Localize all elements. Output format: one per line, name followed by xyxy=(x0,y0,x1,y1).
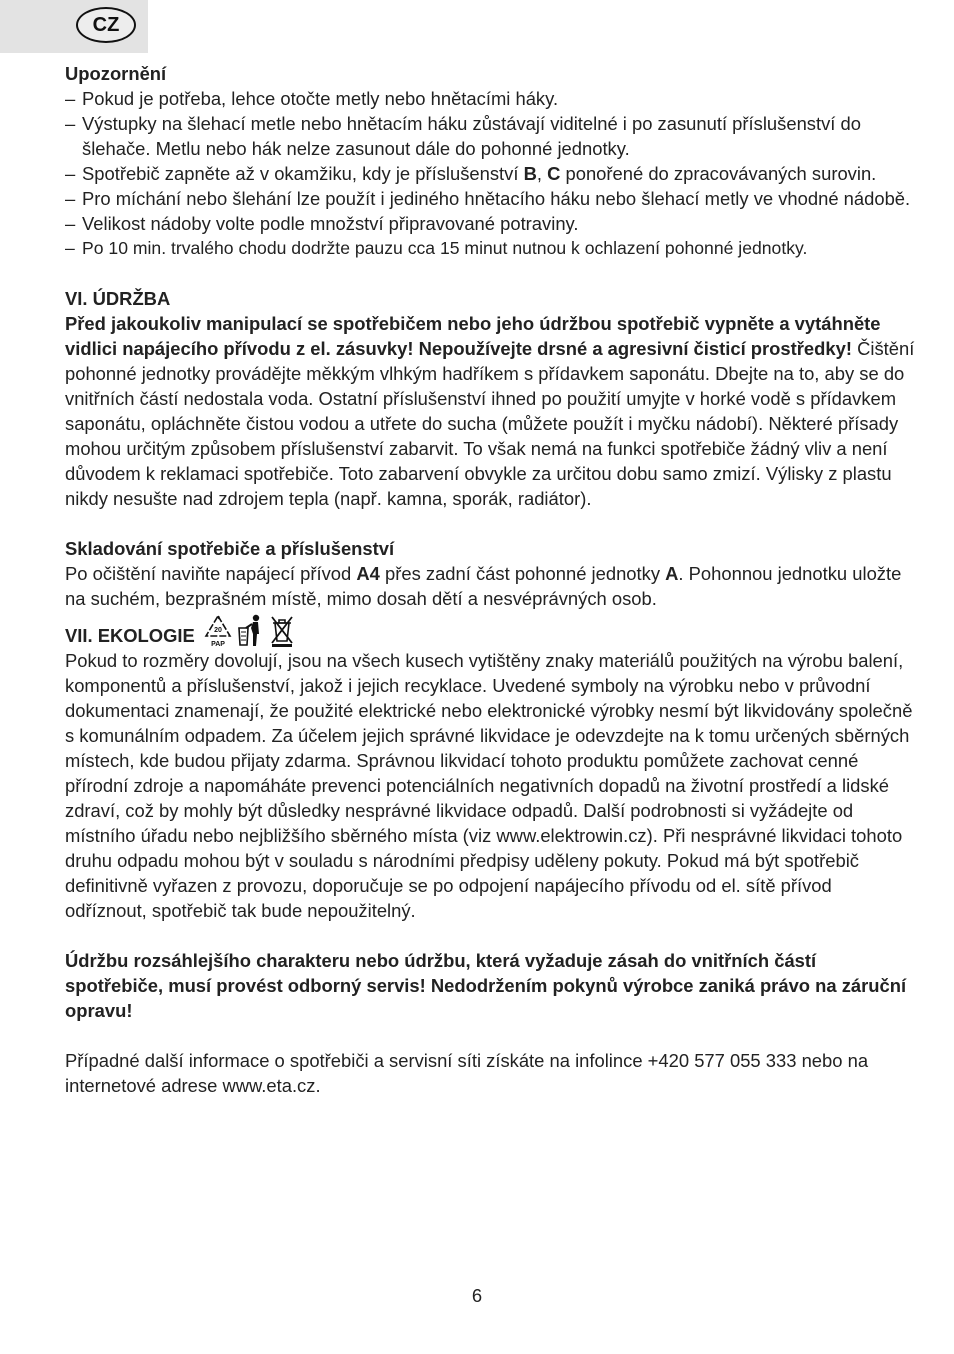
maintenance-text: Čištění pohonné jednotky provádějte měkkým vlhkým hadříkem s přídavkem saponátu. Dbejte na to, aby se do vnitřních částí nedostala voda. Ostatní příslušenství ihned po použití umyjte v horké vodě s přídavkem saponátu, opláchněte čistou vodou a utřete do sucha (můžete použít i myčku nádobí). Některé přísady mohou určitým způsobem příslušenství zabarvit. To však nemá na funkci spotřebiče žádný vliv a není důvodem k reklamaci spotřebiče. Toto zabarvení obvykle za určitou dobu samo zmizí. Výlisky z plastu nikdy nesušte nad zdrojem tepla (např. kamna, sporák, radiátor). xyxy=(65,338,915,509)
list-item: – Po 10 min. trvalého chodu dodržte pauzu cca 15 minut nutnou k ochlazení pohonné jednotky. xyxy=(65,236,915,261)
warning-list xyxy=(65,86,915,261)
text: Spotřebič zapněte až v okamžiku, kdy je příslušenství xyxy=(82,163,524,184)
info-paragraph: Případné další informace o spotřebiči a servisní síti získáte na infolince +420 577 055 333 nebo na internetové adrese www.eta.cz. xyxy=(65,1050,869,1096)
list-item: – Pokud je potřeba, lehce otočte metly nebo hnětacími háky. xyxy=(65,86,915,111)
list-item: – Pro míchání nebo šlehání lze použít i jediného hnětacího háku nebo šlehací metly ve vhodné nádobě. xyxy=(65,186,915,211)
page-number: 6 xyxy=(471,1285,483,1306)
recycle-code: 20 xyxy=(213,627,222,634)
maintenance-title: VI. ÚDRŽBA xyxy=(65,288,171,309)
text: Po očištění naviňte napájecí přívod xyxy=(65,563,357,584)
ecology-title: VII. EKOLOGIE xyxy=(65,625,195,646)
language-tab xyxy=(0,0,148,53)
ecology-icons xyxy=(203,614,295,648)
recycle-paper-icon xyxy=(203,614,233,648)
maintenance-warning: Před jakoukoliv manipulací se spotřebičem nebo jeho údržbou spotřebič vypněte a vytáhněte vidlici napájecího přívodu z el. zásuvky! Nepoužívejte drsné a agresivní čisticí prostředky! xyxy=(65,313,881,359)
list-item xyxy=(65,161,915,186)
ecology-heading xyxy=(65,611,915,648)
text: , xyxy=(536,163,548,184)
accessory-ref: B xyxy=(523,163,537,184)
tidy-man-icon xyxy=(237,614,265,648)
service-notice: Údržbu rozsáhlejšího charakteru nebo údržbu, která vyžaduje zásah do vnitřních částí spotřebiče, musí provést odborný servis! Nedodržením pokynů výrobce zaniká právo na záruční opravu! xyxy=(65,950,907,1021)
language-badge: CZ xyxy=(76,7,136,43)
recycle-material: PAP xyxy=(210,641,225,648)
storage-paragraph xyxy=(65,561,915,611)
maintenance-paragraph xyxy=(65,311,915,511)
crossed-bin-icon xyxy=(269,614,295,648)
text: ponořené do zpracovávaných surovin. xyxy=(560,163,877,184)
text: . Pohonnou jednotku uložte na suchém, bezprašném místě, mimo dosah dětí a nesvéprávných osob. xyxy=(65,563,902,609)
storage-title: Skladování spotřebiče a příslušenství xyxy=(65,538,395,559)
list-item: – Výstupky na šlehací metle nebo hnětacím háku zůstávají viditelné i po zasunutí příslušenství do šlehače. Metlu nebo hák nelze zasunout dále do pohonné jednotky. xyxy=(65,111,915,161)
text: přes zadní část pohonné jednotky xyxy=(379,563,666,584)
page-content xyxy=(65,61,915,1098)
warning-title: Upozornění xyxy=(65,63,167,84)
ecology-paragraph: Pokud to rozměry dovolují, jsou na všech kusech vytištěny znaky materiálů použitých na výrobu balení, komponentů a příslušenství, jakož i jejich recyklace. Uvedené symboly na výrobku nebo v průvodní dokumentaci znamenají, že použité elektrické nebo elektronické výrobky nesmí být likvidovány společně s komunálním odpadem. Za účelem jejich správné likvidace je odevzdejte na k tomu určených sběrných místech, kde budou přijaty zdarma. Správnou likvidací tohoto produktu pomůžete zachovat cenné přírodní zdroje a napomáháte prevenci potenciálních negativních dopadů na životní prostředí a lidské zdraví, což by mohly být důsledky nesprávné likvidace odpadů. Další podrobnosti si vyžádejte od místního úřadu nebo nejbližšího sběrného místa (viz www.elektrowin.cz). Při nesprávné likvidaci tohoto druhu odpadu mohou být v souladu s národními předpisy uděleny pokuty. Pokud má být spotřebič definitivně vyřazen z provozu, doporučuje se po odpojení napájecího přívodu od el. sítě přívod odříznout, spotřebič tak bude nepoužitelný. xyxy=(65,650,913,921)
part-ref: A xyxy=(665,563,679,584)
part-ref: A4 xyxy=(356,563,380,584)
list-item: – Velikost nádoby volte podle množství připravované potraviny. xyxy=(65,211,915,236)
accessory-ref: C xyxy=(547,163,561,184)
